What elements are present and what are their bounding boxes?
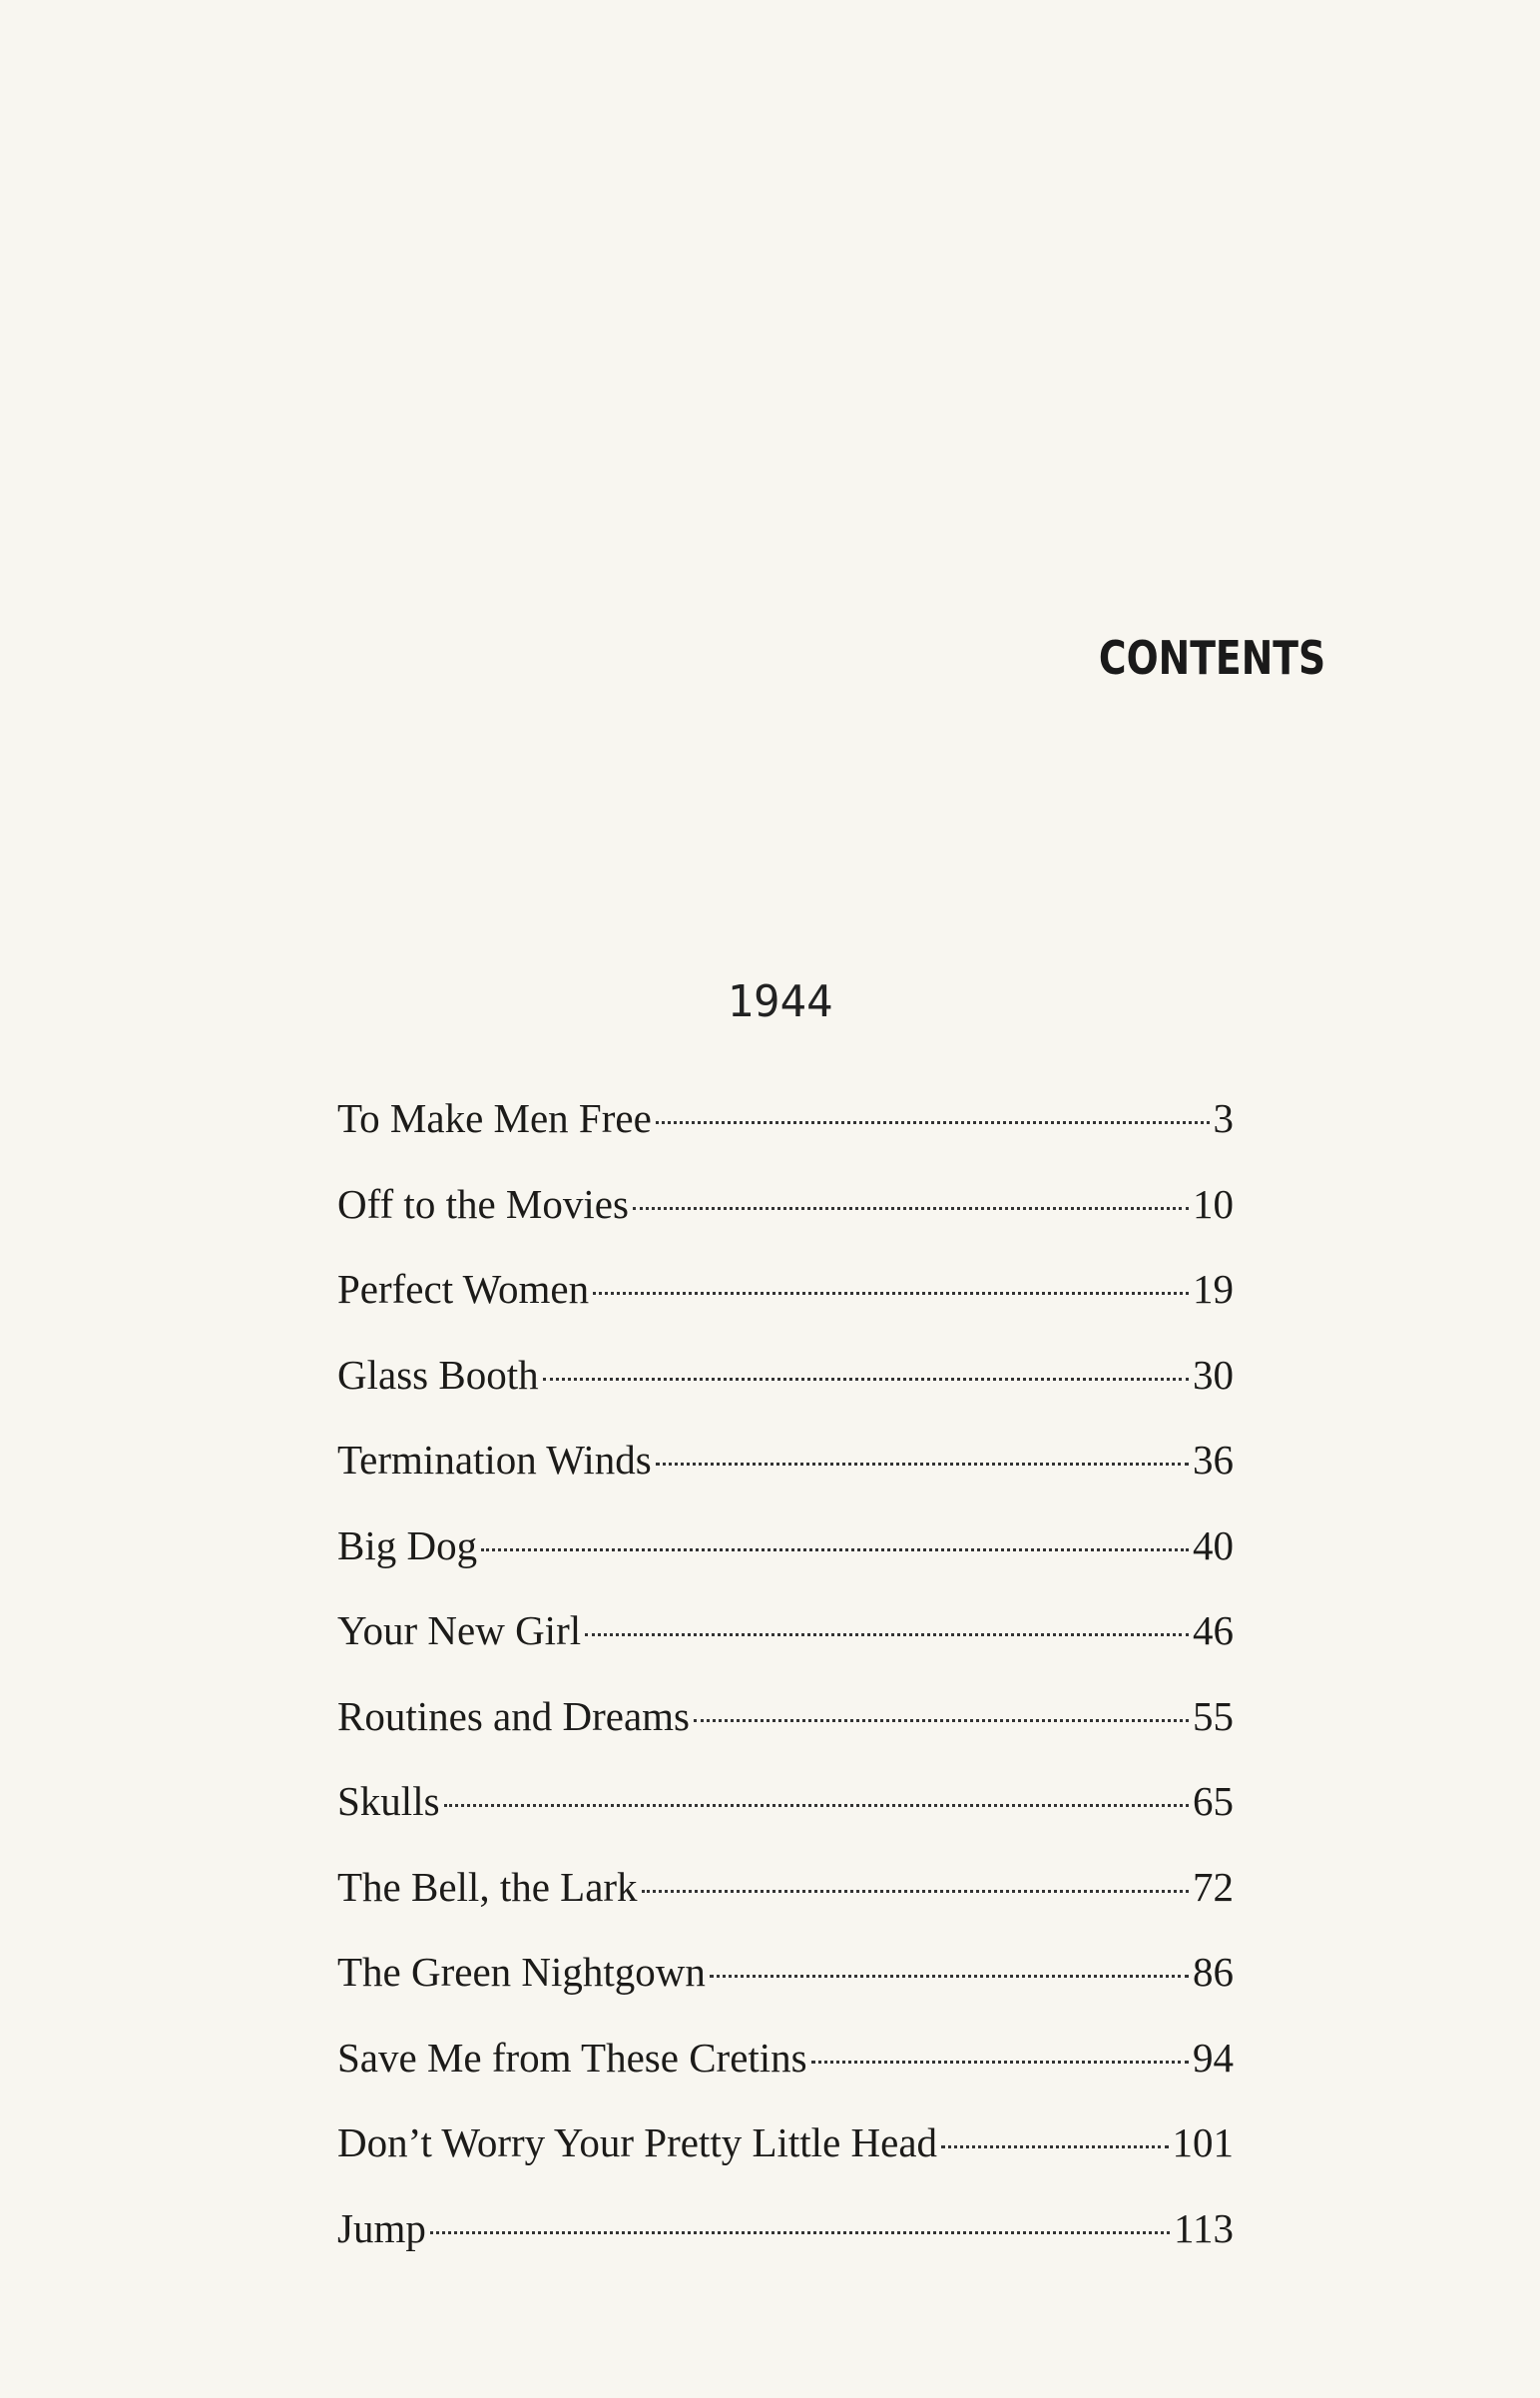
section-title: 1944 xyxy=(727,976,833,1027)
toc-entry-page: 55 xyxy=(1193,1692,1234,1739)
dot-leader xyxy=(430,2231,1170,2234)
toc-entry-title: Off to the Movies xyxy=(337,1180,629,1227)
dot-leader xyxy=(656,1463,1189,1466)
dot-leader xyxy=(543,1378,1189,1381)
toc-entry-page: 3 xyxy=(1213,1095,1234,1141)
toc-entry-page: 46 xyxy=(1193,1607,1234,1653)
dot-leader xyxy=(444,1804,1189,1807)
toc-entry[interactable] xyxy=(337,1684,1234,1770)
toc-entry[interactable] xyxy=(337,1257,1234,1343)
toc-entry-title: To Make Men Free xyxy=(337,1095,652,1141)
toc-entry[interactable] xyxy=(337,1855,1234,1941)
toc-entry-page: 72 xyxy=(1193,1863,1234,1910)
toc-entry-title: Routines and Dreams xyxy=(337,1692,690,1739)
toc-entry[interactable] xyxy=(337,1428,1234,1513)
toc-entry[interactable] xyxy=(337,1598,1234,1684)
toc-entry-title: Jump xyxy=(337,2204,426,2251)
toc-entry[interactable] xyxy=(337,1940,1234,2026)
toc-entry-title: Save Me from These Cretins xyxy=(337,2034,807,2081)
toc-entry-page: 65 xyxy=(1193,1778,1234,1824)
toc-entry-title: Your New Girl xyxy=(337,1607,582,1653)
dot-leader xyxy=(593,1292,1189,1295)
toc-entry-page: 113 xyxy=(1174,2204,1234,2251)
toc-entry[interactable] xyxy=(337,1769,1234,1855)
toc-entry-title: Glass Booth xyxy=(337,1351,539,1398)
contents-heading: CONTENTS xyxy=(1098,631,1325,685)
dot-leader xyxy=(694,1719,1189,1722)
toc-entry-page: 40 xyxy=(1193,1521,1234,1568)
toc-entry-page: 86 xyxy=(1193,1949,1234,1995)
dot-leader xyxy=(633,1207,1189,1210)
toc-entry[interactable] xyxy=(337,1343,1234,1429)
toc-entry-page: 101 xyxy=(1172,2119,1234,2165)
toc-entry[interactable] xyxy=(337,2196,1234,2282)
toc-entry-title: Termination Winds xyxy=(337,1437,652,1483)
toc-entry-page: 36 xyxy=(1193,1437,1234,1483)
dot-leader xyxy=(481,1548,1189,1551)
toc-entry-page: 10 xyxy=(1193,1180,1234,1227)
dot-leader xyxy=(585,1633,1189,1636)
toc-entry-page: 19 xyxy=(1193,1266,1234,1312)
toc-entry[interactable] xyxy=(337,2026,1234,2111)
toc-entry-page: 30 xyxy=(1193,1351,1234,1398)
toc-entry-title: The Bell, the Lark xyxy=(337,1863,638,1910)
dot-leader xyxy=(941,2145,1168,2148)
dot-leader xyxy=(642,1890,1189,1893)
table-of-contents xyxy=(337,1086,1234,2281)
dot-leader xyxy=(710,1975,1189,1978)
toc-entry-title: The Green Nightgown xyxy=(337,1949,706,1995)
toc-entry[interactable] xyxy=(337,1086,1234,1172)
toc-entry-title: Big Dog xyxy=(337,1521,478,1568)
toc-entry-title: Don’t Worry Your Pretty Little Head xyxy=(337,2119,938,2165)
dot-leader xyxy=(811,2061,1189,2064)
toc-entry[interactable] xyxy=(337,2110,1234,2196)
toc-entry-title: Perfect Women xyxy=(337,1266,590,1312)
toc-entry-title: Skulls xyxy=(337,1778,440,1824)
toc-entry[interactable] xyxy=(337,1513,1234,1599)
toc-entry[interactable] xyxy=(337,1172,1234,1258)
toc-entry-page: 94 xyxy=(1193,2034,1234,2081)
dot-leader xyxy=(656,1121,1210,1124)
